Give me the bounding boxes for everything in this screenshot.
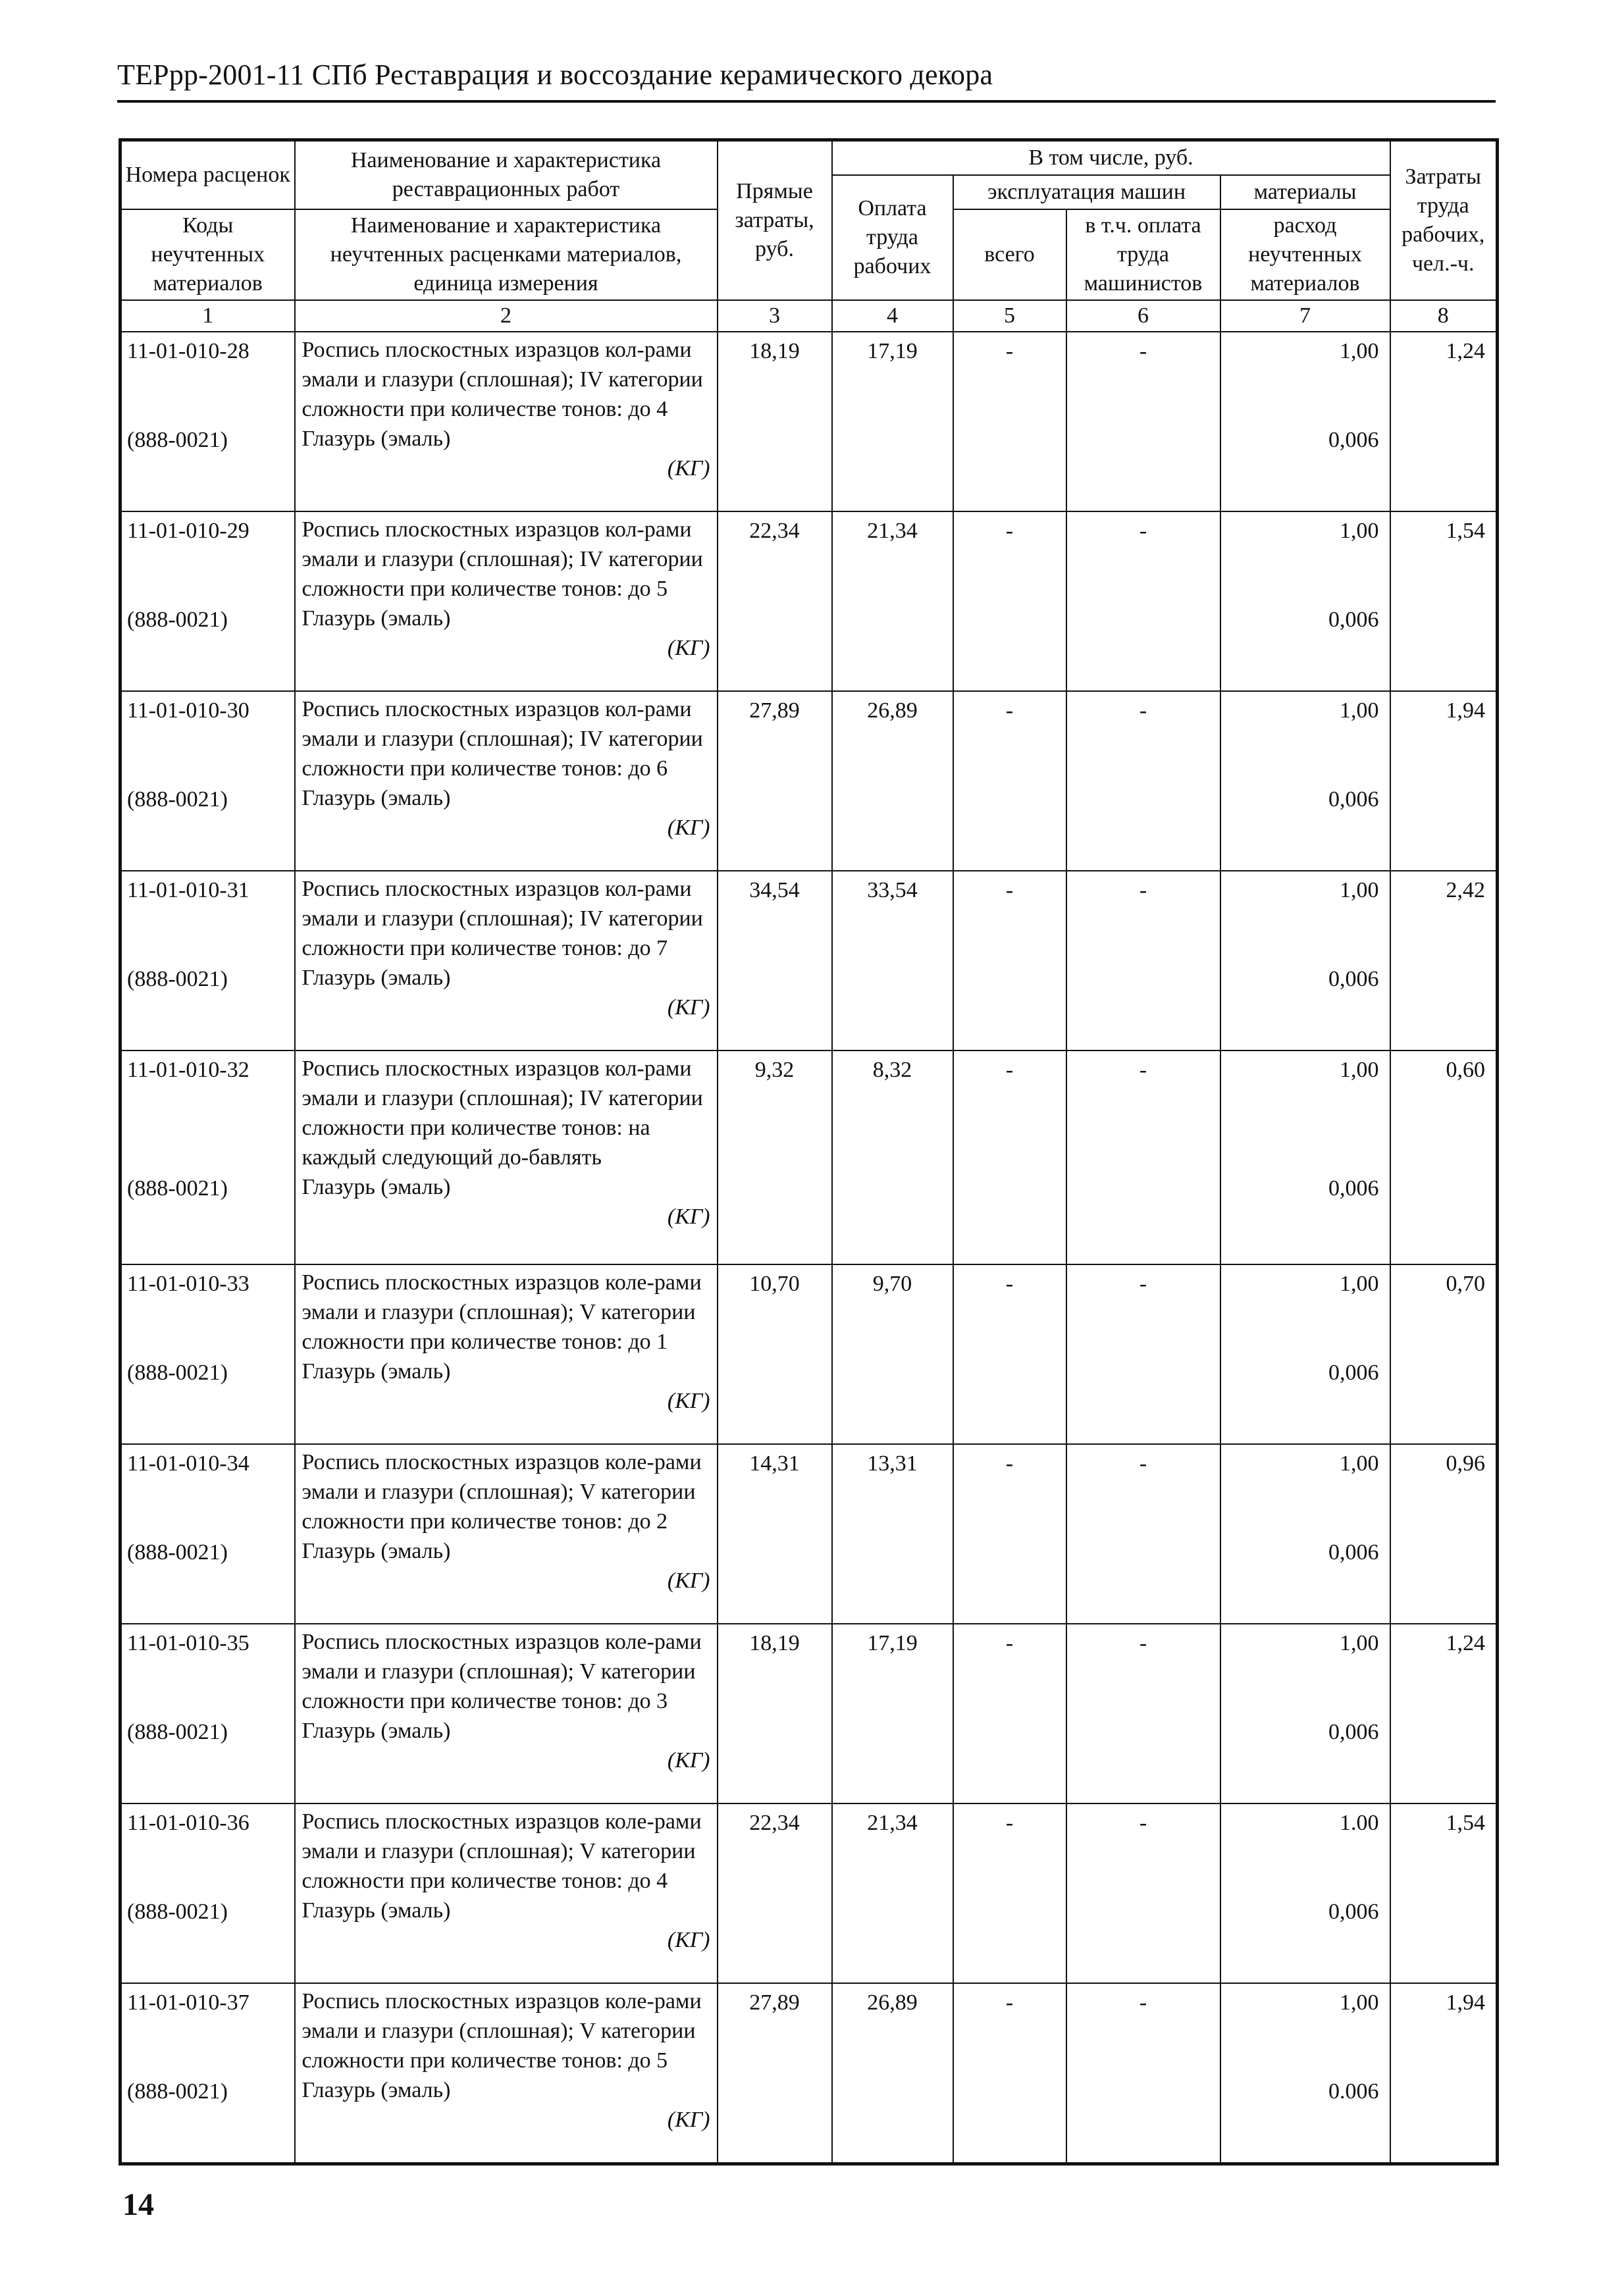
labor-pay: 17,19 [832,332,953,511]
spacer [127,2017,289,2077]
rate-code: 11-01-010-35 [127,1630,249,1655]
material-code: (888-0021) [127,1899,228,1924]
materials-cell [1220,332,1390,511]
work-description-cell [295,332,718,511]
header-materials-unaccounted: расход неучтенных материалов [1220,209,1390,300]
material-quantity: 0,006 [1328,1176,1379,1201]
work-description: Роспись плоскостных изразцов кол-рами эмали и глазури (сплошная); IV категории сложности при количестве тонов: до 7 [301,876,703,960]
work-description: Роспись плоскостных изразцов кол-рами эмали и глазури (сплошная); IV категории сложности при количестве тонов: до 6 [301,696,703,781]
column-number: 7 [1220,300,1390,332]
rate-row [120,1624,1498,1803]
machines-labor: - [1066,1803,1220,1983]
spacer [127,1478,289,1538]
materials-cell [1220,1444,1390,1624]
rate-row [120,691,1498,871]
labor-hours: 0,60 [1390,1050,1498,1264]
rate-code-cell [120,871,295,1050]
rate-row [120,1264,1498,1444]
materials-cell [1220,1264,1390,1444]
machines-total: - [953,332,1066,511]
header-rate-numbers: Номера расценок [120,140,295,210]
header-machines-labor: в т.ч. оплата труда машинистов [1066,209,1220,300]
unit-of-measure: (КГ) [667,815,710,840]
rate-code: 11-01-010-36 [127,1810,249,1835]
work-description-cell [295,1444,718,1624]
rate-row [120,871,1498,1050]
materials-cell [1220,1983,1390,2164]
machines-labor: - [1066,691,1220,871]
direct-costs: 9,32 [718,1050,832,1264]
rate-row [120,1050,1498,1264]
labor-hours: 1,54 [1390,1803,1498,1983]
unit-of-measure: (КГ) [667,1927,710,1952]
machines-labor: - [1066,1050,1220,1264]
work-description: Роспись плоскостных изразцов кол-рами эмали и глазури (сплошная); IV категории сложности при количестве тонов: на каждый следующий до-бавлять [301,1056,703,1170]
material-name: Глазурь (эмаль) [301,427,451,451]
rate-row [120,1983,1498,2164]
labor-hours: 1,24 [1390,1624,1498,1803]
work-description-cell [295,871,718,1050]
rate-code: 11-01-010-37 [127,1990,249,2015]
work-description: Роспись плоскостных изразцов кол-рами эмали и глазури (сплошная); IV категории сложности при количестве тонов: до 5 [301,517,703,601]
header-direct-costs: Прямые затраты, руб. [718,140,832,301]
work-description-cell [295,511,718,691]
spacer [127,546,289,605]
spacer [1221,905,1379,964]
machines-labor: - [1066,511,1220,691]
spacer [1221,366,1379,425]
column-number: 5 [953,300,1066,332]
direct-costs: 10,70 [718,1264,832,1444]
table-header-row-1 [120,140,1498,176]
rate-code: 11-01-010-30 [127,698,249,723]
work-description: Роспись плоскостных изразцов коле-рами эмали и глазури (сплошная); V категории сложности при количестве тонов: до 3 [301,1629,702,1713]
labor-hours: 2,42 [1390,871,1498,1050]
material-code: (888-0021) [127,428,228,452]
material-code: (888-0021) [127,1176,228,1201]
labor-pay: 13,31 [832,1444,953,1624]
material-quantity: 0,006 [1328,966,1379,991]
column-number: 4 [832,300,953,332]
labor-pay: 26,89 [832,691,953,871]
work-description: Роспись плоскостных изразцов коле-рами эмали и глазури (сплошная); V категории сложности при количестве тонов: до 5 [301,1988,702,2073]
material-code: (888-0021) [127,1540,228,1565]
work-description: Роспись плоскостных изразцов кол-рами эмали и глазури (сплошная); IV категории сложности при количестве тонов: до 4 [301,338,703,421]
materials-value: 1,00 [1340,698,1379,723]
header-material-codes: Коды неучтенных материалов [120,209,295,300]
direct-costs: 34,54 [718,871,832,1050]
labor-hours: 1,24 [1390,332,1498,511]
spacer [127,1085,289,1174]
machines-total: - [953,1264,1066,1444]
direct-costs: 18,19 [718,1624,832,1803]
material-name: Глазурь (эмаль) [301,965,451,990]
work-description-cell [295,1050,718,1264]
spacer [1221,1478,1379,1538]
header-material-names: Наименование и характеристика неучтенных расценками материалов, единица измерения [295,209,718,300]
material-name: Глазурь (эмаль) [301,1718,451,1743]
labor-pay: 17,19 [832,1624,953,1803]
rate-code-cell [120,1444,295,1624]
header-including: В том числе, руб. [832,140,1390,176]
labor-pay: 8,32 [832,1050,953,1264]
work-description-cell [295,1803,718,1983]
spacer [1221,1299,1379,1358]
material-quantity: 0,006 [1328,428,1379,452]
machines-total: - [953,1803,1066,1983]
header-machines-total: всего [953,209,1066,300]
work-description: Роспись плоскостных изразцов коле-рами эмали и глазури (сплошная); V категории сложности при количестве тонов: до 2 [301,1449,702,1534]
labor-pay: 9,70 [832,1264,953,1444]
machines-total: - [953,1444,1066,1624]
materials-value: 1,00 [1340,339,1379,363]
rate-code: 11-01-010-33 [127,1271,249,1296]
material-name: Глазурь (эмаль) [301,785,451,810]
material-name: Глазурь (эмаль) [301,2077,451,2102]
spacer [1221,1085,1379,1174]
labor-hours: 0,70 [1390,1264,1498,1444]
materials-value: 1,00 [1340,518,1379,543]
spacer [1221,546,1379,605]
work-description-cell [295,1624,718,1803]
rate-row [120,1444,1498,1624]
work-description-cell [295,1264,718,1444]
material-code: (888-0021) [127,1719,228,1744]
unit-of-measure: (КГ) [667,1748,710,1773]
material-name: Глазурь (эмаль) [301,1538,451,1563]
rate-code: 11-01-010-34 [127,1451,249,1476]
material-quantity: 0,006 [1328,787,1379,812]
materials-value: 1.00 [1340,1810,1379,1835]
page-number: 14 [122,2187,154,2222]
rate-code-cell [120,1624,295,1803]
rate-code: 11-01-010-28 [127,339,249,363]
material-name: Глазурь (эмаль) [301,1898,451,1923]
column-number: 6 [1066,300,1220,332]
rate-code: 11-01-010-32 [127,1057,249,1082]
materials-value: 1,00 [1340,877,1379,902]
labor-pay: 21,34 [832,511,953,691]
machines-labor: - [1066,871,1220,1050]
labor-hours: 1,94 [1390,1983,1498,2164]
material-name: Глазурь (эмаль) [301,606,451,631]
materials-cell [1220,871,1390,1050]
column-number-row [120,300,1498,332]
rate-code-cell [120,511,295,691]
labor-pay: 21,34 [832,1803,953,1983]
machines-labor: - [1066,1624,1220,1803]
materials-cell [1220,1803,1390,1983]
direct-costs: 14,31 [718,1444,832,1624]
material-quantity: 0,006 [1328,1540,1379,1565]
materials-cell [1220,1050,1390,1264]
machines-total: - [953,511,1066,691]
rate-row [120,1803,1498,1983]
unit-of-measure: (КГ) [667,1204,710,1229]
unit-of-measure: (КГ) [667,635,710,660]
machines-labor: - [1066,1264,1220,1444]
spacer [1221,1838,1379,1897]
material-name: Глазурь (эмаль) [301,1174,451,1199]
materials-cell [1220,691,1390,871]
machines-total: - [953,1050,1066,1264]
column-number: 3 [718,300,832,332]
labor-pay: 33,54 [832,871,953,1050]
spacer [1221,725,1379,785]
materials-cell [1220,511,1390,691]
unit-of-measure: (КГ) [667,1568,710,1593]
materials-value: 1,00 [1340,1271,1379,1296]
direct-costs: 27,89 [718,1983,832,2164]
material-code: (888-0021) [127,1360,228,1385]
materials-value: 1,00 [1340,1630,1379,1655]
header-work-name: Наименование и характеристика реставрационных работ [295,140,718,210]
spacer [127,1299,289,1358]
spacer [127,1838,289,1897]
labor-hours: 1,54 [1390,511,1498,691]
direct-costs: 18,19 [718,332,832,511]
work-description-cell [295,691,718,871]
spacer [1221,1658,1379,1717]
direct-costs: 27,89 [718,691,832,871]
material-quantity: 0,006 [1328,1360,1379,1385]
document-title: ТЕРрр-2001-11 СПб Реставрация и воссоздание керамического декора [117,59,993,91]
spacer [127,366,289,425]
machines-labor: - [1066,332,1220,511]
material-code: (888-0021) [127,607,228,632]
direct-costs: 22,34 [718,1803,832,1983]
spacer [127,905,289,964]
rate-code-cell [120,691,295,871]
unit-of-measure: (КГ) [667,2107,710,2132]
machines-labor: - [1066,1983,1220,2164]
rates-table [118,138,1499,2165]
rate-code-cell [120,1983,295,2164]
rate-code-cell [120,1803,295,1983]
rate-code-cell [120,1264,295,1444]
machines-total: - [953,871,1066,1050]
column-number: 2 [295,300,718,332]
unit-of-measure: (КГ) [667,456,710,480]
direct-costs: 22,34 [718,511,832,691]
work-description: Роспись плоскостных изразцов коле-рами эмали и глазури (сплошная); V категории сложности при количестве тонов: до 4 [301,1809,702,1893]
machines-total: - [953,1624,1066,1803]
labor-pay: 26,89 [832,1983,953,2164]
machines-labor: - [1066,1444,1220,1624]
rate-code: 11-01-010-31 [127,877,249,902]
materials-value: 1,00 [1340,1451,1379,1476]
spacer [1221,2017,1379,2077]
header-machines: эксплуатация машин [953,175,1220,209]
header-labor-pay: Оплата труда рабочих [832,175,953,300]
header-materials: материалы [1220,175,1390,209]
material-code: (888-0021) [127,787,228,812]
material-code: (888-0021) [127,966,228,991]
column-number: 1 [120,300,295,332]
rate-row [120,511,1498,691]
labor-hours: 1,94 [1390,691,1498,871]
materials-value: 1,00 [1340,1990,1379,2015]
materials-cell [1220,1624,1390,1803]
machines-total: - [953,691,1066,871]
machines-total: - [953,1983,1066,2164]
rate-code-cell [120,332,295,511]
rate-code-cell [120,1050,295,1264]
spacer [127,1658,289,1717]
header-rule [117,100,1496,103]
material-name: Глазурь (эмаль) [301,1359,451,1384]
material-quantity: 0,006 [1328,1899,1379,1924]
material-quantity: 0,006 [1328,607,1379,632]
column-number: 8 [1390,300,1498,332]
header-labor-costs: Затраты труда рабочих, чел.-ч. [1390,140,1498,301]
material-quantity: 0,006 [1328,1719,1379,1744]
unit-of-measure: (КГ) [667,995,710,1020]
work-description-cell [295,1983,718,2164]
spacer [127,725,289,785]
materials-value: 1,00 [1340,1057,1379,1082]
rate-code: 11-01-010-29 [127,518,249,543]
work-description: Роспись плоскостных изразцов коле-рами эмали и глазури (сплошная); V категории сложности при количестве тонов: до 1 [301,1270,702,1354]
rate-row [120,332,1498,511]
labor-hours: 0,96 [1390,1444,1498,1624]
material-code: (888-0021) [127,2079,228,2104]
unit-of-measure: (КГ) [667,1388,710,1413]
material-quantity: 0.006 [1328,2079,1379,2104]
